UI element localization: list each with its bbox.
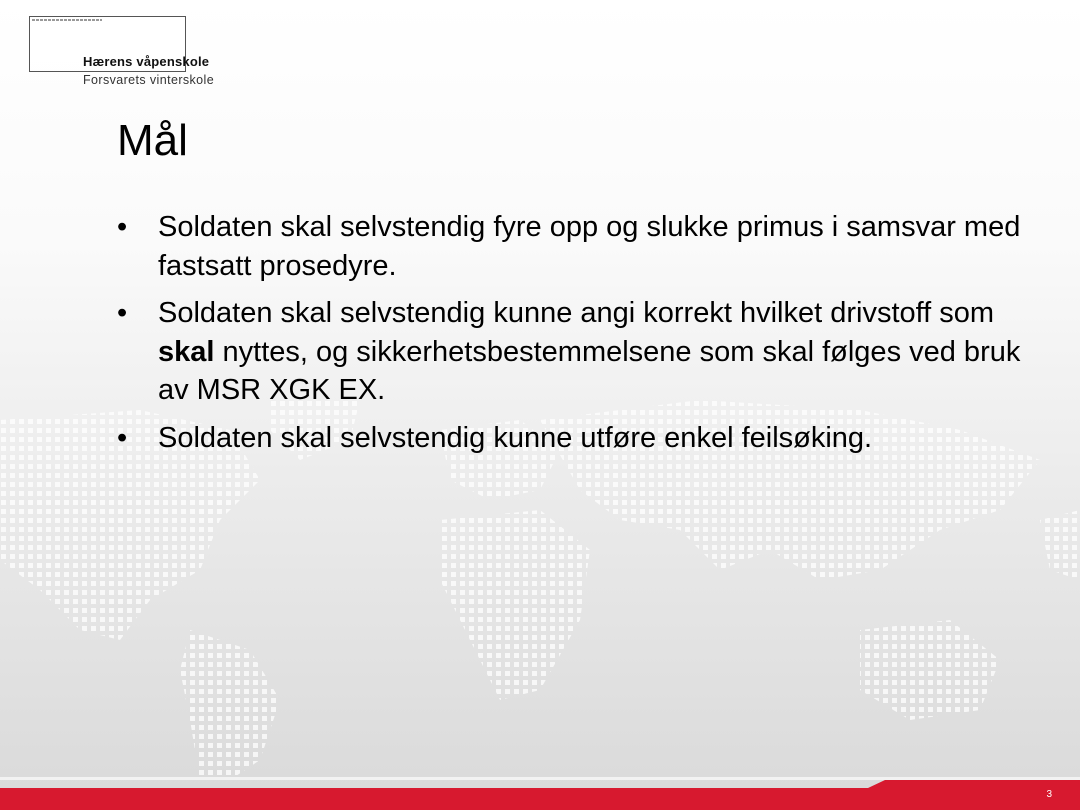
logo-emblem xyxy=(32,19,102,21)
bullet-icon: • xyxy=(117,421,128,454)
objective-text: Soldaten skal selvstendig kunne utføre enkel feilsøking. xyxy=(158,421,873,454)
bullet-icon: • xyxy=(117,297,128,329)
objective-item xyxy=(117,419,1047,458)
objective-emphasis: skal xyxy=(158,335,215,368)
objective-text-cont: nyttes, og sikkerhetsbestemmelsene som skal følges ved bruk av MSR XGK EX. xyxy=(158,335,1021,406)
footer-bar-base xyxy=(0,788,1080,810)
objectives-list xyxy=(117,208,1047,466)
footer-bar xyxy=(0,780,1080,810)
footer-bar-raised xyxy=(868,780,1080,788)
slide-title: Mål xyxy=(117,116,188,165)
objective-text: Soldaten skal selvstendig kunne angi korrekt hvilket drivstoff som xyxy=(158,297,995,329)
objective-item xyxy=(117,208,1047,285)
objective-item xyxy=(117,294,1047,410)
objective-text: Soldaten skal selvstendig fyre opp og slukke primus i samsvar med fastsatt prosedyre. xyxy=(158,211,1021,282)
slide-number: 3 xyxy=(1046,789,1052,800)
bullet-icon: • xyxy=(117,211,128,243)
org-name: Hærens våpenskole xyxy=(83,54,210,69)
org-subtitle: Forsvarets vinterskole xyxy=(83,73,215,87)
